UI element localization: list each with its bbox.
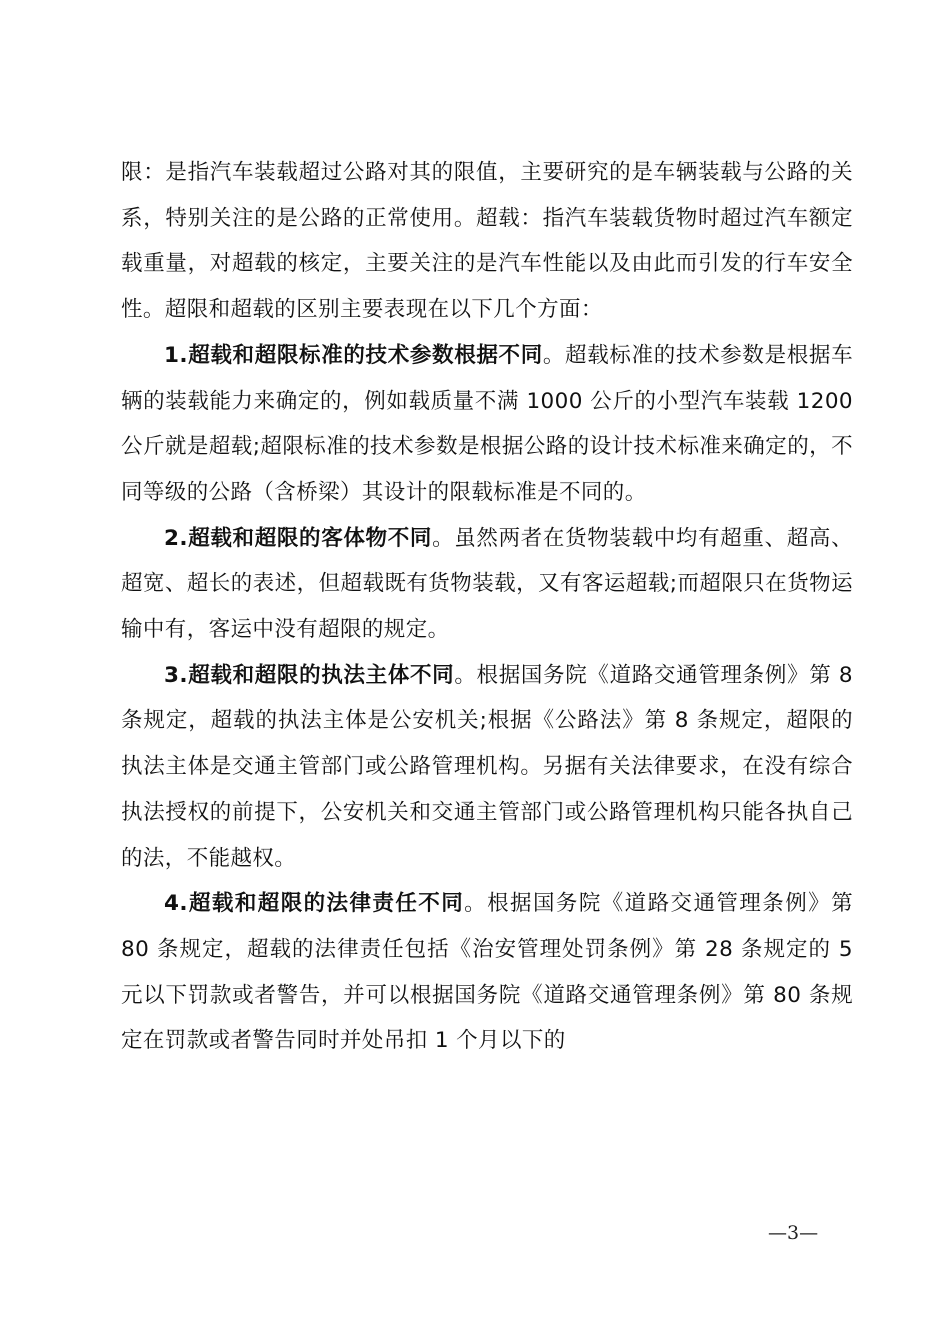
section-paragraph-2	[121, 516, 853, 653]
section-text-1: 。超载标准的技术参数是根据车辆的装载能力来确定的，例如载质量不满 1000 公斤的小型汽车装载 1200 公斤就是超载;超限标准的技术参数是根据公路的设计技术标准来确定的，不同等级的公路（含桥梁）其设计的限载标准是不同的。	[121, 342, 853, 505]
section-text-2: 。虽然两者在货物装载中均有超重、超高、超宽、超长的表述，但超载既有货物装载，又有客运超载;而超限只在货物运输中有，客运中没有超限的规定。	[121, 525, 853, 643]
section-paragraph-3	[121, 653, 853, 882]
section-heading-3: 3.超载和超限的执法主体不同	[164, 662, 455, 688]
document-body	[121, 150, 853, 1064]
intro-paragraph: 限：是指汽车装载超过公路对其的限值，主要研究的是车辆装载与公路的关系，特别关注的是公路的正常使用。超载：指汽车装载货物时超过汽车额定载重量，对超载的核定，主要关注的是汽车性能以及由此而引发的行车安全性。超限和超载的区别主要表现在以下几个方面：	[121, 160, 853, 323]
section-text-4: 。根据国务院《道路交通管理条例》第 80 条规定，超载的法律责任包括《治安管理处罚条例》第 28 条规定的 5 元以下罚款或者警告，并可以根据国务院《道路交通管理条例》第 80 条规定在罚款或者警告同时并处吊扣 1 个月以下的	[121, 891, 853, 1054]
section-heading-1: 1.超载和超限标准的技术参数根据不同	[164, 342, 543, 368]
page-number: —3—	[768, 1222, 819, 1244]
section-text-3: 。根据国务院《道路交通管理条例》第 8 条规定，超载的执法主体是公安机关;根据《公路法》第 8 条规定，超限的执法主体是交通主管部门或公路管理机构。另据有关法律要求，在没有综合执法授权的前提下，公安机关和交通主管部门或公路管理机构只能各执自己的法，不能越权。	[121, 662, 853, 871]
section-heading-2: 2.超载和超限的客体物不同	[164, 525, 433, 551]
section-paragraph-4	[121, 881, 853, 1064]
section-heading-4: 4.超载和超限的法律责任不同	[164, 891, 465, 917]
section-paragraph-1	[121, 333, 853, 516]
